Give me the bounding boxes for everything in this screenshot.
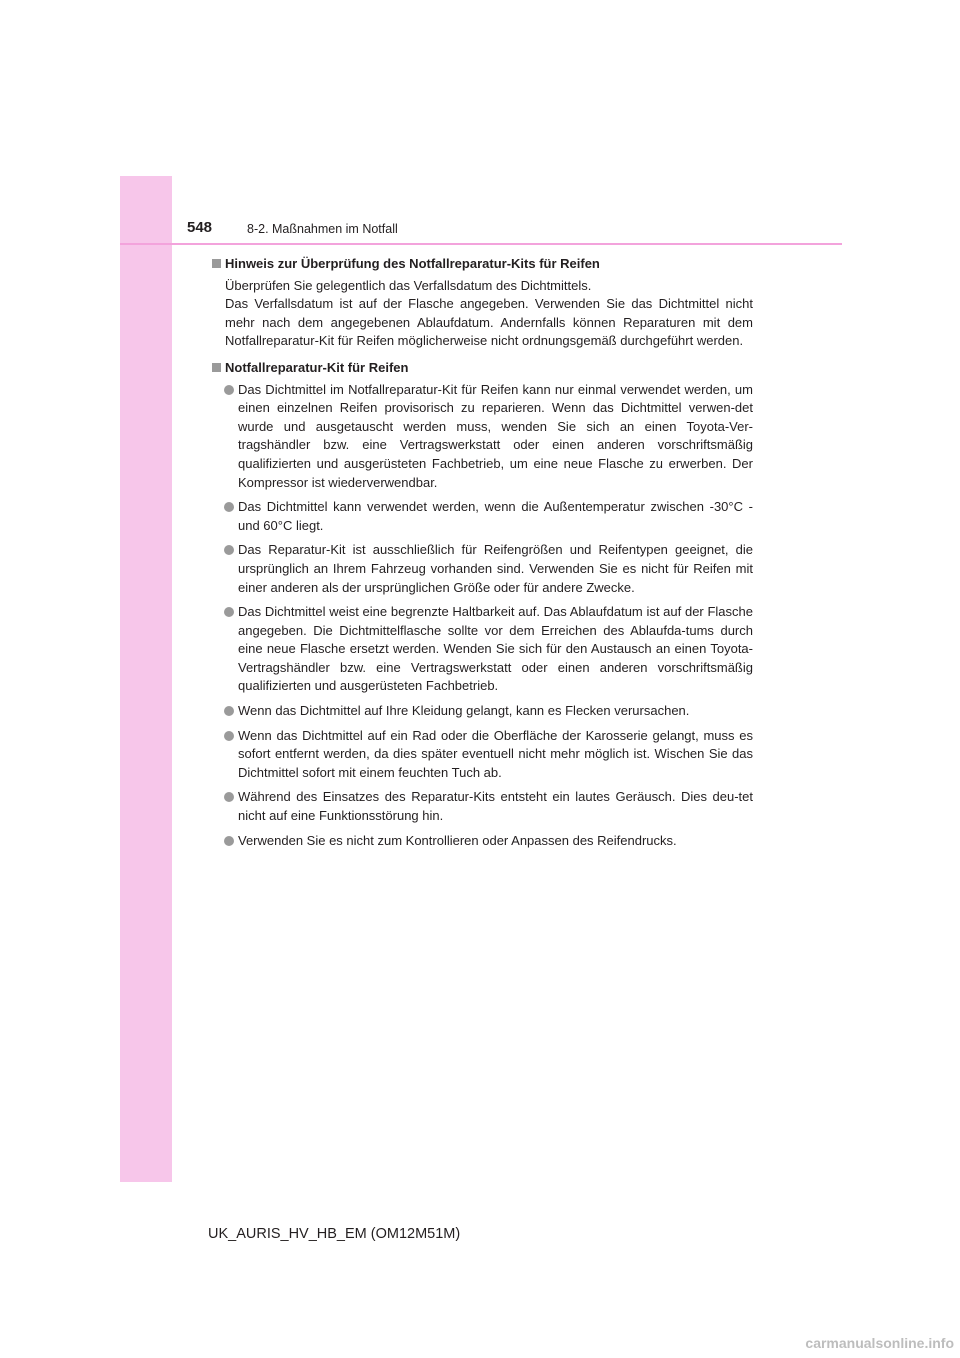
list-item-text: Wenn das Dichtmittel auf ein Rad oder die Oberfläche der Karosserie gelangt, muss es sofort entfernt werden, da dies später eventuell nicht mehr möglich ist. Wischen Sie das Dichtmittel sofort mit einem feuchten Tuch ab. [238,727,753,780]
list-item [211,832,753,851]
heading-text: Hinweis zur Überprüfung des Notfallreparatur-Kits für Reifen [225,256,600,271]
list-item-text: Das Dichtmittel weist eine begrenzte Haltbarkeit auf. Das Ablaufdatum ist auf der Flasche angegeben. Die Dichtmittelflasche sollte vor dem Erreichen des Ablaufda-tums durch eine neue Flasche ersetzt werden. Wenden Sie sich für den Austausch an einen Toyota-Vertragshändler bzw. eine Vertragswerkstatt oder einen anderen vorschriftsmäßig qualifizierten und ausgerüsteten Fachbetrieb. [238,604,753,694]
list-item [211,498,753,535]
circle-bullet-icon [224,706,234,716]
page-content [211,255,753,856]
section-heading-check [211,255,753,274]
list-item-text: Verwenden Sie es nicht zum Kontrollieren oder Anpassen des Reifendrucks. [238,832,677,848]
check-paragraph [211,277,753,351]
page-number: 548 [187,219,213,236]
side-color-band [120,176,172,1182]
list-item [211,727,753,783]
list-item-text: Das Dichtmittel kann verwendet werden, wenn die Außentemperatur zwischen -30°C -und 60°C liegt. [238,499,753,533]
header-divider [120,243,842,245]
watermark: carmanualsonline.info [805,1335,954,1351]
circle-bullet-icon [224,545,234,555]
list-item [211,381,753,493]
manual-code: UK_AURIS_HV_HB_EM (OM12M51M) [208,1226,461,1242]
square-bullet-icon [212,363,221,372]
list-item [211,541,753,597]
list-item-text: Während des Einsatzes des Reparatur-Kits entsteht ein lautes Geräusch. Dies deu-tet nicht auf eine Funktionsstörung hin. [238,789,753,824]
circle-bullet-icon [224,836,234,846]
circle-bullet-icon [224,731,234,741]
paragraph-line: Überprüfen Sie gelegentlich das Verfallsdatum des Dichtmittels. [225,277,592,293]
circle-bullet-icon [224,502,234,512]
list-item [211,603,753,696]
circle-bullet-icon [224,385,234,395]
square-bullet-icon [212,259,221,268]
section-heading-kit [211,359,753,378]
circle-bullet-icon [224,792,234,802]
circle-bullet-icon [224,607,234,617]
paragraph-line: Das Verfallsdatum ist auf der Flasche angegeben. Verwenden Sie das Dichtmittel nicht mehr nach dem angegebenen Ablaufdatum. Andernfalls können Reparaturen mit dem Notfallreparatur-Kit für Reifen möglicherweise nicht ordnungsgemäß durchgeführt werden. [225,296,753,349]
section-label: 8-2. Maßnahmen im Notfall [247,222,398,236]
list-item-text: Das Reparatur-Kit ist ausschließlich für Reifengrößen und Reifentypen geeignet, die ursprünglich an Ihrem Fahrzeug vorhanden sind. Verwenden Sie es nicht für Reifen mit einer anderen als der ursprünglichen Größe oder für andere Zwecke. [238,542,753,595]
list-item [211,788,753,825]
list-item [211,702,753,721]
heading-text: Notfallreparatur-Kit für Reifen [225,359,409,375]
list-item-text: Wenn das Dichtmittel auf Ihre Kleidung gelangt, kann es Flecken verursachen. [238,703,690,719]
list-item-text: Das Dichtmittel im Notfallreparatur-Kit für Reifen kann nur einmal verwendet werden, um einen einzelnen Reifen provisorisch zu reparieren. Wenn das Dichtmittel verwen-det wurde und ausgetauscht werden muss, wenden Sie sich an einen Toyota-Ver-tragshändler bzw. eine Vertragswerkstatt oder einen anderen vorschriftsmäßig qualifizierten und ausgerüsteten Fachbetrieb, um eine neue Flasche zu erwerben. Der Kompressor ist wiederverwendbar. [238,381,753,490]
